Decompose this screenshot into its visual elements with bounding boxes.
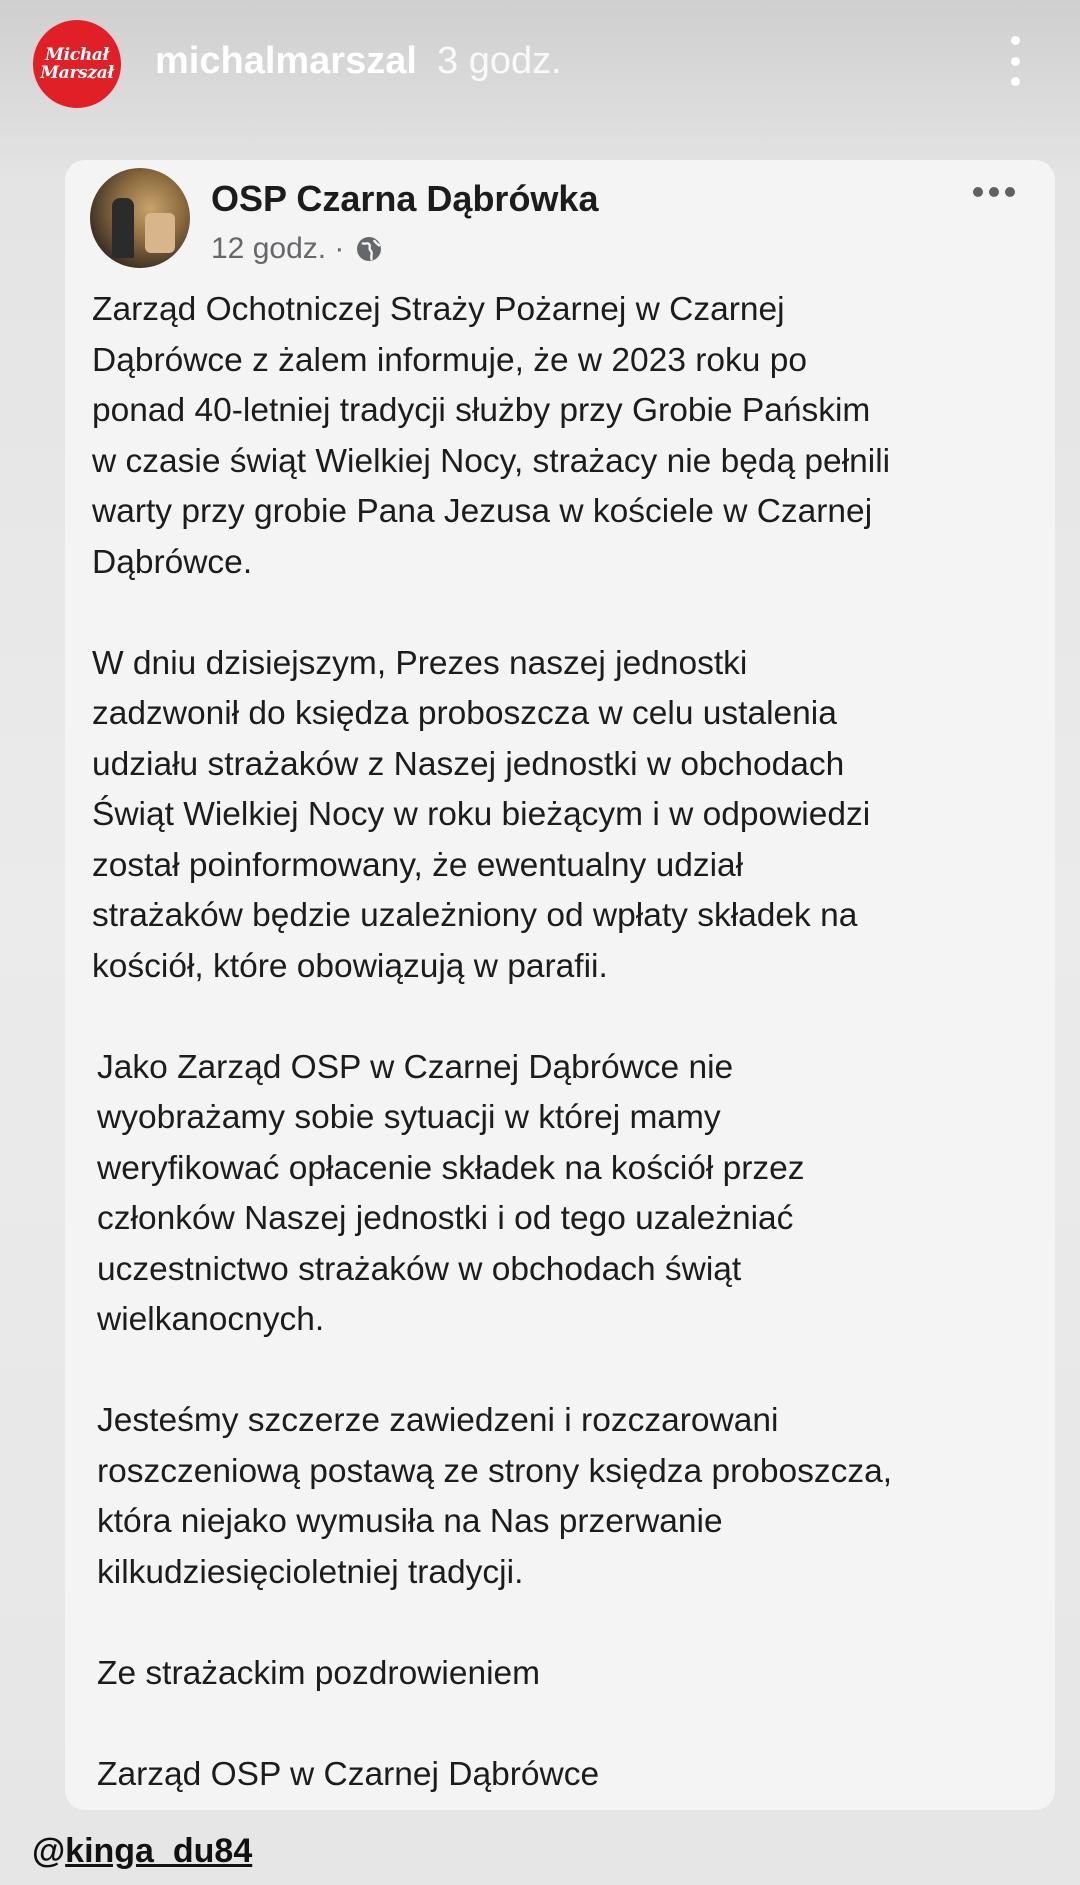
post-paragraph: W dniu dzisiejszym, Prezes naszej jednostki zadzwonił do księdza proboszcza w celu ustalenia udziału strażaków z Naszej jednostki w obchodach Świąt Wielkiej Nocy w roku bieżącym i w odpowiedzi został poinformowany, że ewentualny udział strażaków będzie uzależniony od wpłaty składek na kościół, które obowiązują w parafii. [92,644,871,985]
story-avatar[interactable] [33,20,121,108]
kebab-menu-icon[interactable] [1003,36,1027,86]
story-time: 3 godz. [437,40,562,82]
post-body [92,285,1042,1851]
page-avatar[interactable] [90,168,190,268]
globe-icon [354,234,384,264]
post-paragraph: Jesteśmy szczerze zawiedzeni i rozczarowani roszczeniową postawą ze strony księdza proboszcza, która niejako wymusiła na Nas przerwanie kilkudziesięcioletniej tradycji. [97,1402,893,1591]
post-time: 12 godz. · [211,232,345,265]
post-card [65,160,1055,1810]
page-name[interactable]: OSP Czarna Dąbrówka [211,178,599,219]
avatar-text-line2: Marszał [40,63,114,83]
post-meta [211,232,384,266]
post-paragraph: Jako Zarząd OSP w Czarnej Dąbrówce nie wyobrażamy sobie sytuacji w której mamy weryfikować opłacenie składek na kościół przez członków Naszej jednostki i od tego uzależniać uczestnictwo strażaków w obchodach świąt wielkanocnych. [97,1048,805,1338]
mention-sticker[interactable] [32,1832,252,1871]
avatar-text-line1: Michał [45,45,109,65]
post-paragraph: Zarząd Ochotniczej Straży Pożarnej w Czarnej Dąbrówce z żalem informuje, że w 2023 roku po ponad 40-letniej tradycji służby przy Grobie Pańskim w czasie świąt Wielkiej Nocy, strażacy nie będą pełnili warty przy grobie Pana Jezusa w kościele w Czarnej Dąbrówce. [92,291,891,581]
more-options-icon[interactable] [973,186,1015,198]
mention-at: @ [32,1832,66,1870]
post-paragraph: Ze strażackim pozdrowieniem [97,1654,541,1692]
post-paragraph: Zarząd OSP w Czarnej Dąbrówce [97,1755,600,1793]
mention-handle: kinga_du84 [65,1832,253,1870]
story-username[interactable]: michalmarszal [155,40,417,82]
story-header [0,0,1080,130]
